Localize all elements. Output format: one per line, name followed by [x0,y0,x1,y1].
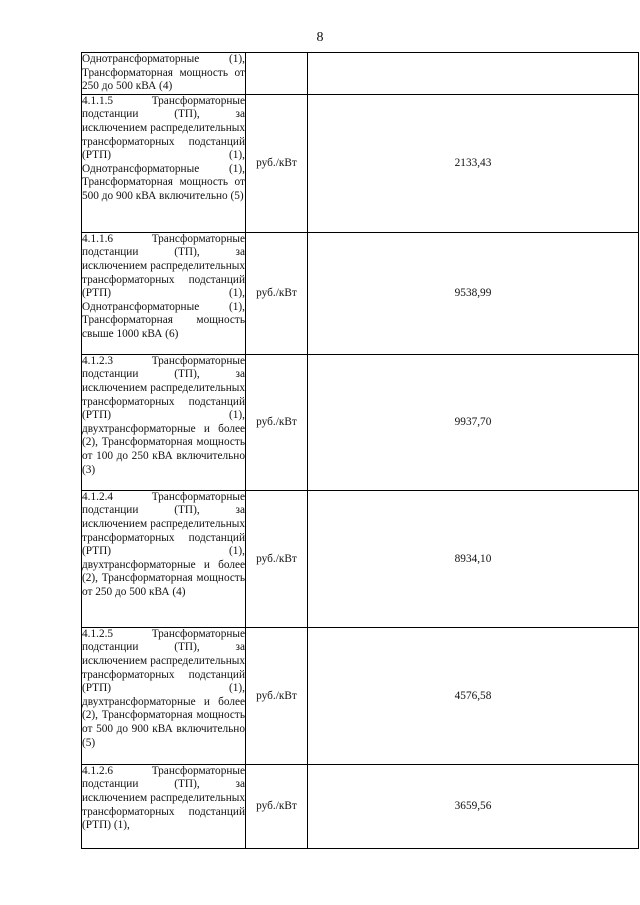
table-row [82,232,639,354]
row-description: 4.1.1.5 Трансформаторные подстанции (ТП), за исключением распределительных трансформаторных подстанций (РТП) (1), Однотрансформаторные (1), Трансформаторная мощность от 500 до 900 кВА включительно (5) [82,94,246,232]
row-value [308,53,639,95]
page-number: 8 [316,30,324,45]
row-unit: руб./кВт [246,232,308,354]
row-unit [246,53,308,95]
row-unit: руб./кВт [246,627,308,764]
table-row [82,764,639,848]
table-row [82,354,639,490]
row-value: 8934,10 [308,490,639,627]
row-description: Однотрансформаторные (1), Трансформаторная мощность от 250 до 500 кВА (4) [82,53,246,95]
row-description: 4.1.1.6 Трансформаторные подстанции (ТП), за исключением распределительных трансформаторных подстанций (РТП) (1), Однотрансформаторные (1), Трансформаторная мощность свыше 1000 кВА (6) [82,232,246,354]
row-unit: руб./кВт [246,94,308,232]
table-row [82,490,639,627]
row-value: 2133,43 [308,94,639,232]
row-value: 9937,70 [308,354,639,490]
row-unit: руб./кВт [246,490,308,627]
row-value: 3659,56 [308,764,639,848]
row-description: 4.1.2.4 Трансформаторные подстанции (ТП), за исключением распределительных трансформаторных подстанций (РТП) (1), двухтрансформаторные и более (2), Трансформаторная мощность от 250 до 500 кВА (4) [82,490,246,627]
row-value: 9538,99 [308,232,639,354]
row-description: 4.1.2.5 Трансформаторные подстанции (ТП), за исключением распределительных трансформаторных подстанций (РТП) (1), двухтрансформаторные и более (2), Трансформаторная мощность от 500 до 900 кВА включительно (5) [82,627,246,764]
row-unit: руб./кВт [246,764,308,848]
row-value: 4576,58 [308,627,639,764]
table-row [82,94,639,232]
tariff-table [81,52,639,849]
row-unit: руб./кВт [246,354,308,490]
row-description: 4.1.2.6 Трансформаторные подстанции (ТП), за исключением распределительных трансформаторных подстанций (РТП) (1), [82,764,246,848]
row-description: 4.1.2.3 Трансформаторные подстанции (ТП), за исключением распределительных трансформаторных подстанций (РТП) (1), двухтрансформаторные и более (2), Трансформаторная мощность от 100 до 250 кВА включительно (3) [82,354,246,490]
table-row [82,627,639,764]
table-row [82,53,639,95]
